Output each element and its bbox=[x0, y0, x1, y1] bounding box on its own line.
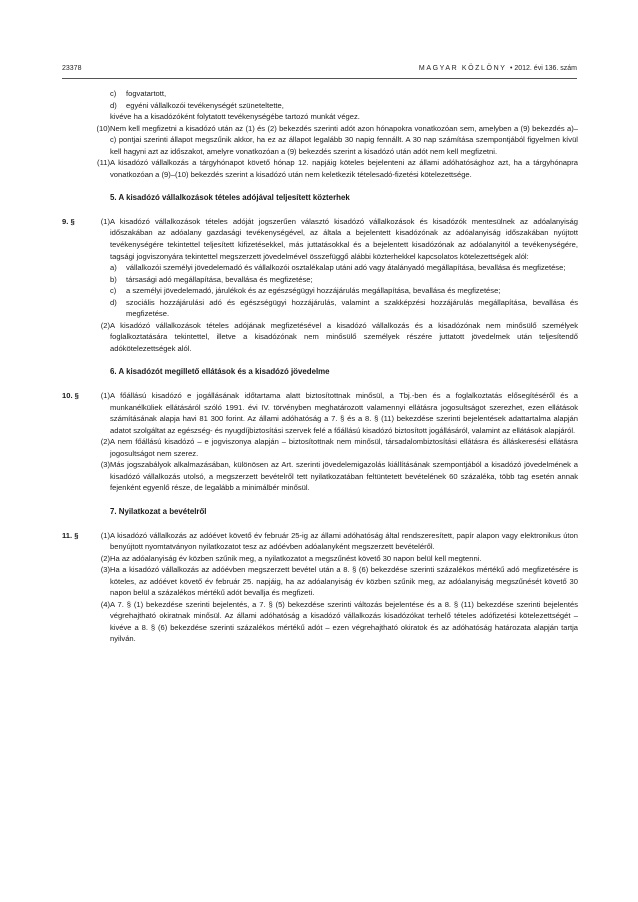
item-text: vállalkozói személyi jövedelemadó és vállalkozói osztalékalap utáni adó vagy átalányadó megállapítása, bevallása és megfizetése; bbox=[126, 263, 566, 273]
item-text: fogvatartott, bbox=[126, 89, 167, 98]
paragraph-marker: (4) bbox=[100, 599, 110, 609]
paragraph-text: A kisadózó vállalkozások tételes adóját jogszerűen választó kisadózó vállalkozások és kisadózók mentesülnek az adóalanyiság időszakában az adóalany gazdasági tevékenységével, az általa a bejelentett kisadózónak az adóalanyiság időszakában nyújtott tevékenységére tekintettel teljesített kifizetésekkel, más juttatásokkal és a bejelentett kisadózónak az adóalanyitól a tevékenységére, tagsági jogviszonyára tekintettel megszerzett jövedelmével összefüggő alábbi közterhekkel kapcsolatos kötelezettségek alól: bbox=[110, 216, 578, 261]
item-text: a személyi jövedelemadó, járulékok és az egészségügyi hozzájárulás megállapítása, bevallása és megfizetése; bbox=[126, 286, 501, 296]
paragraph-text: A kisadózó vállalkozás az adóévet követő év február 25-ig az állami adóhatóság által rendszeresített, papír alapon vagy elektronikus úton benyújtott nyomtatványon nyilatkozatot tesz az adóévben adóalanyként megszerzett bevételéről. bbox=[110, 530, 578, 552]
paragraph-text: Ha a kisadózó vállalkozás az adóévben megszerzett bevétel után a 8. § (6) bekezdése szerinti százalékos mértékű adó megfizetésére is köteles, az adóévet követő év február 25. napjáig, ha az adóalanyiság év közben szűnik meg, az adóalanyiság megszűnését követő 30 napon belül a százalékos mértékű adót bevallja és megfizeti. bbox=[110, 565, 578, 598]
list-item bbox=[62, 88, 578, 100]
paragraph bbox=[62, 216, 578, 262]
paragraph bbox=[62, 564, 578, 599]
running-head-journal: MAGYAR KÖZLÖNY bbox=[418, 65, 507, 72]
item-marker: d) bbox=[110, 100, 117, 110]
document-body bbox=[62, 88, 578, 645]
paragraph bbox=[62, 553, 578, 565]
trailing-text: kivéve ha a kisadózóként folytatott tevékenységébe tartozó munkát végez. bbox=[110, 112, 360, 122]
paragraph-marker: (2) bbox=[100, 320, 110, 330]
item-marker: a) bbox=[110, 263, 117, 273]
paragraph bbox=[62, 157, 578, 180]
page-header bbox=[62, 65, 577, 79]
list-item bbox=[62, 297, 578, 320]
paragraph-marker: (3) bbox=[100, 460, 110, 470]
page-number: 23378 bbox=[62, 65, 82, 72]
paragraph-text: A kisadózó vállalkozás a tárgyhónapot követő hónap 12. napjáig köteles bejelenteni az állami adóhatósághoz azt, ha a tárgyhónapra vonatkozóan a (9)–(10) bekezdés szerint a kisadózó után nem keletkezik tételesadó-fizetési kötelezettsége. bbox=[110, 158, 578, 179]
paragraph-marker: (2) bbox=[100, 553, 110, 563]
paragraph bbox=[62, 436, 578, 459]
section-heading: 6. A kisadózót megillető ellátások és a kisadózó jövedelme bbox=[110, 367, 330, 377]
item-text: szociális hozzájárulási adó és egészségügyi hozzájárulás, valamint a szakképzési hozzájárulás megállapítása, bevallása és megfizetése. bbox=[126, 297, 578, 319]
section-heading: 5. A kisadózó vállalkozások tételes adójával teljesített közterhek bbox=[110, 193, 350, 203]
paragraph-text: A 7. § (1) bekezdése szerinti bejelentés, a 7. § (5) bekezdése szerinti változás bejelentése és a 8. § (11) bekezdése szerinti bejelentés végrehajtható okiratnak minősül. Az állami adóhatóság a kisadózó vállalkozás kisadózókat terhelő tételes adófizetési kötelezettségét – kivéve a 8. § (6) bekezdése szerinti százalékos mértékű adót – ezen végrehajtható okiratok és az adóhatóság határozata alapján tartja nyilván. bbox=[110, 599, 578, 644]
section-heading: 7. Nyilatkozat a bevételről bbox=[110, 506, 207, 516]
paragraph-text: Nem kell megfizetni a kisadózó után az (1) és (2) bekezdés szerinti adót azon hónapokra vonatkozóan sem, amelyben a (9) bekezdés a)–c) pontjai szerinti állapot megszűnik akkor, ha ez az állapot legalább 30 napig fennállt. A 30 nap számítása szempontjából figyelmen kívül kell hagyni azt az időszakot, amelyre vonatkozóan a (9) bekezdés szerint a kisadózó után adót nem kell megfizetni. bbox=[110, 123, 578, 156]
paragraph-marker: (1) bbox=[100, 216, 110, 226]
item-marker: c) bbox=[110, 286, 117, 296]
list-item bbox=[62, 285, 578, 297]
paragraph-text: A nem főállású kisadózó – e jogviszonya alapján – biztosítottnak nem minősül, társadalombiztosítási ellátásra és álláskeresési ellátásra jogosultságot nem szerez. bbox=[110, 437, 578, 458]
paragraph-marker: (3) bbox=[100, 565, 110, 575]
paragraph-marker: (1) bbox=[100, 530, 110, 540]
item-marker: c) bbox=[110, 89, 117, 98]
section-number: 9. § bbox=[62, 216, 75, 226]
paragraph-marker: (10) bbox=[96, 123, 110, 133]
paragraph bbox=[62, 390, 578, 436]
paragraph bbox=[62, 599, 578, 645]
item-text: társasági adó megállapítása, bevallása és megfizetése; bbox=[126, 274, 313, 284]
running-head-issue: • 2012. évi 136. szám bbox=[509, 65, 577, 72]
list-item bbox=[62, 274, 578, 286]
item-marker: d) bbox=[110, 297, 117, 307]
header-rule bbox=[62, 78, 577, 79]
paragraph-marker: (2) bbox=[100, 437, 110, 447]
section-number: 10. § bbox=[62, 391, 79, 401]
paragraph bbox=[62, 530, 578, 553]
paragraph-marker: (11) bbox=[97, 158, 110, 168]
list-item bbox=[62, 100, 578, 112]
paragraph bbox=[62, 123, 578, 158]
paragraph-marker: (1) bbox=[100, 391, 110, 401]
paragraph bbox=[62, 459, 578, 494]
paragraph-text: Ha az adóalanyiság év közben szűnik meg, a nyilatkozatot a megszűnést követő 30 napon belül kell megtenni. bbox=[110, 553, 482, 563]
item-text: egyéni vállalkozói tevékenységét szüneteltette, bbox=[126, 100, 284, 110]
paragraph-text: A főállású kisadózó e jogállásának időtartama alatt biztosítottnak minősül, a Tbj.-ben és a foglalkoztatás elősegítéséről és a munkanélküliek ellátásáról szóló 1991. évi IV. törvényben meghatározott valamennyi ellátásra jogosultságot szerezhet, ezen ellátások számításának alapja havi 81 300 forint. Az állami adóhatóság a 7. § és a 8. § (11) bekezdése szerinti bejelentések adattartalma alapján adatot szolgáltat az egészség- és nyugdíjbiztosítási szervek felé a főállású kisadózó biztosított jogállásáról, valamint az ellátások alapjáról. bbox=[110, 391, 578, 435]
paragraph bbox=[62, 320, 578, 355]
section-number: 11. § bbox=[62, 530, 79, 540]
paragraph-text: A kisadózó vállalkozások tételes adójának megfizetésével a kisadózó vállalkozás és a kisadózónak nem minősülő személyek foglalkoztatására tekintettel, illetve a kisadózónak nem minősülő személyek részére juttatott jövedelmek után teljesítendő adókötelezettségek alól. bbox=[110, 320, 578, 353]
list-item bbox=[62, 262, 578, 274]
paragraph-text: Más jogszabályok alkalmazásában, különösen az Art. szerinti jövedelemigazolás kiállításának szempontjából a kisadózó jövedelmének a kisadózó vállalkozás utolsó, a megszerzett bevételről tett nyilatkozatában feltüntetett bevételének 60 százaléka, több tag esetén annak fejenként egyenlő része, de legalább a minimálbér minősül. bbox=[110, 460, 578, 493]
item-marker: b) bbox=[110, 274, 117, 284]
running-head bbox=[419, 65, 577, 72]
